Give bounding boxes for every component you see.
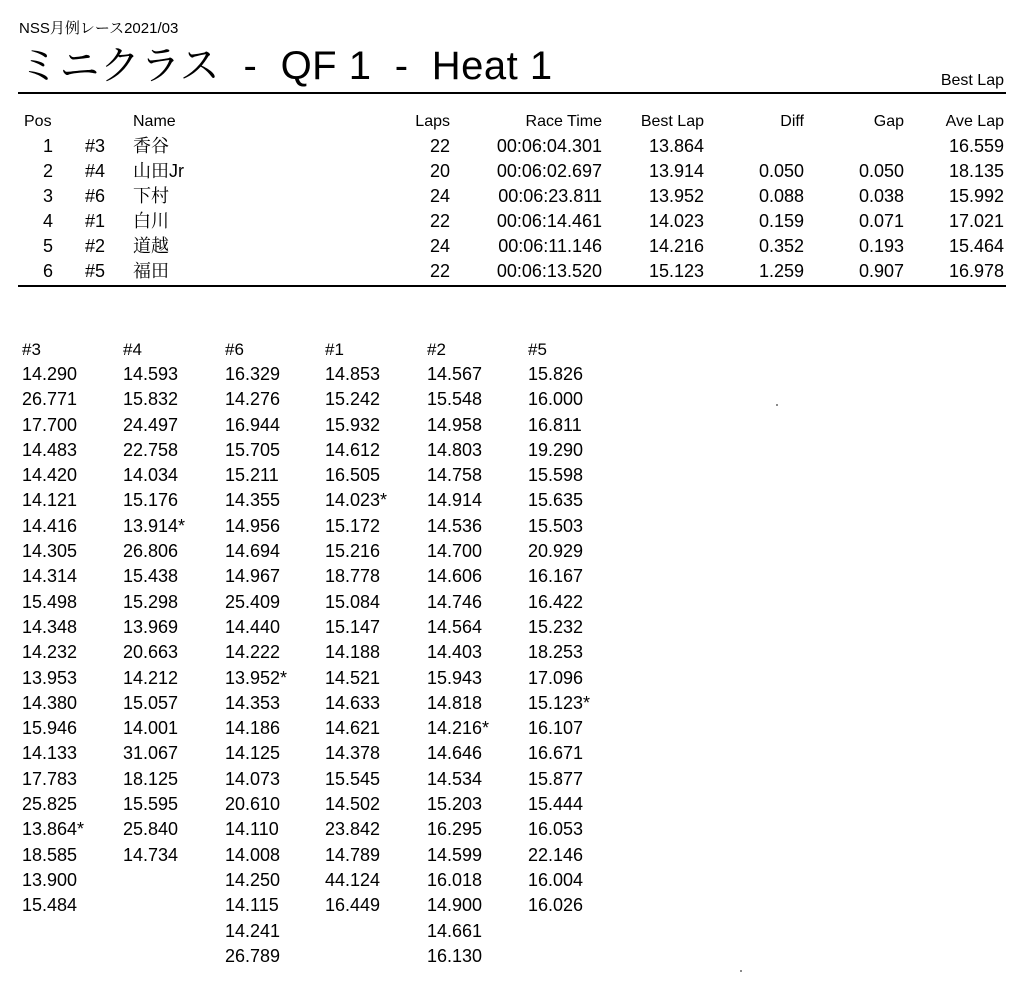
row-diff: 1.259	[758, 261, 804, 281]
row-driver-name: 道越	[133, 236, 169, 256]
lap-column	[225, 338, 325, 969]
lap-time: 15.545	[325, 768, 381, 789]
lap-time: 15.932	[325, 414, 381, 435]
lap-time: 14.133	[22, 743, 78, 764]
lap-time: 22.146	[528, 844, 584, 865]
lap-time: 14.440	[225, 616, 281, 637]
row-race-time: 00:06:11.146	[498, 236, 602, 256]
lap-time: 14.646	[427, 743, 483, 764]
lap-time: 14.034	[123, 465, 179, 486]
lap-time: 15.211	[225, 465, 279, 486]
lap-time: 15.172	[325, 515, 381, 536]
lap-time: 16.295	[427, 819, 483, 840]
lap-time: 14.534	[427, 768, 483, 789]
lap-time: 13.969	[123, 616, 179, 637]
row-driver-name: 福田	[133, 261, 169, 281]
lap-time: 13.900	[22, 869, 78, 890]
row-car-number: #2	[85, 236, 106, 256]
lap-time: 19.290	[528, 439, 584, 460]
lap-time: 23.842	[325, 819, 381, 840]
header-gap: Gap	[873, 113, 904, 130]
row-race-time: 00:06:14.461	[496, 211, 602, 231]
row-laps: 22	[429, 136, 450, 156]
lap-time: 15.084	[325, 591, 381, 612]
lap-time: 14.121	[22, 490, 78, 511]
lap-time: 16.449	[325, 895, 381, 916]
row-gap: 0.907	[858, 261, 904, 281]
row-ave-lap: 17.021	[948, 211, 1004, 231]
row-best-lap: 14.023	[648, 211, 704, 231]
top-divider	[18, 92, 1006, 94]
lap-time: 14.416	[22, 515, 78, 536]
lap-time: 15.826	[528, 364, 584, 384]
lap-time: 14.073	[225, 768, 281, 789]
results-row	[0, 159, 1024, 184]
lap-time: 16.422	[528, 591, 584, 612]
lap-time: 16.107	[528, 718, 584, 739]
lap-time: 14.314	[22, 566, 78, 587]
header-race-time: Race Time	[525, 113, 602, 130]
results-table	[0, 110, 1024, 284]
lap-time: 14.599	[427, 844, 483, 865]
lap-time: 16.053	[528, 819, 584, 840]
results-body	[0, 134, 1024, 284]
row-gap: 0.071	[858, 211, 904, 231]
row-driver-name: 香谷	[133, 136, 169, 156]
row-pos: 6	[42, 261, 53, 281]
lap-column	[528, 338, 628, 919]
lap-time: 20.610	[225, 794, 281, 815]
lap-time: 14.564	[427, 616, 483, 637]
lap-time: 14.115	[225, 895, 279, 916]
lap-time: 16.167	[528, 566, 584, 587]
lap-time: 14.958	[427, 414, 483, 435]
lap-time: 15.943	[427, 667, 483, 688]
lap-time: 14.216*	[427, 718, 490, 739]
lap-time: 14.593	[123, 364, 179, 384]
lap-time: 14.110	[225, 819, 279, 840]
lap-time: 14.789	[325, 844, 381, 865]
lap-time: 14.188	[325, 642, 381, 663]
lap-time: 44.124	[325, 869, 381, 890]
lap-time: 18.253	[528, 642, 584, 663]
lap-time: 24.497	[123, 414, 179, 435]
lap-time: 14.956	[225, 515, 281, 536]
row-pos: 3	[42, 186, 53, 206]
lap-time: 15.203	[427, 794, 483, 815]
row-gap: 0.050	[858, 161, 904, 181]
lap-column-car: #2	[427, 340, 446, 359]
results-row	[0, 184, 1024, 209]
lap-time: 14.967	[225, 566, 281, 587]
row-diff: 0.159	[758, 211, 804, 231]
lap-time: 15.498	[22, 591, 78, 612]
lap-time: 14.348	[22, 616, 78, 637]
row-ave-lap: 15.992	[948, 186, 1004, 206]
lap-time: 15.548	[427, 389, 483, 410]
best-lap-tag: Best Lap	[940, 72, 1004, 89]
lap-time: 13.952*	[225, 667, 288, 688]
lap-time: 14.818	[427, 692, 483, 713]
lap-time: 15.123*	[528, 692, 591, 713]
row-pos: 1	[42, 136, 53, 156]
lap-time: 15.877	[528, 768, 584, 789]
row-best-lap: 14.216	[648, 236, 704, 256]
lap-time: 14.900	[427, 895, 483, 916]
row-laps: 22	[429, 261, 450, 281]
lap-time: 16.130	[427, 945, 483, 966]
lap-time: 31.067	[123, 743, 179, 764]
lap-time: 14.250	[225, 869, 281, 890]
header-laps: Laps	[415, 113, 450, 130]
lap-time: 14.803	[427, 439, 483, 460]
lap-column-car: #4	[123, 340, 142, 359]
lap-column-car: #6	[225, 340, 244, 359]
lap-time: 14.694	[225, 541, 281, 562]
lap-time: 16.505	[325, 465, 381, 486]
lap-time: 25.825	[22, 794, 78, 815]
lap-time: 14.612	[325, 439, 381, 460]
lap-time: 14.502	[325, 794, 381, 815]
lap-time: 16.671	[528, 743, 584, 764]
lap-time: 18.778	[325, 566, 381, 587]
row-driver-name: 白川	[133, 211, 169, 231]
lap-time: 16.000	[528, 389, 584, 410]
lap-time: 14.606	[427, 566, 483, 587]
lap-time: 15.176	[123, 490, 179, 511]
lap-time: 14.023*	[325, 490, 388, 511]
header-ave-lap: Ave Lap	[945, 113, 1004, 130]
lap-time: 14.305	[22, 541, 78, 562]
row-gap: 0.038	[858, 186, 904, 206]
lap-time: 14.734	[123, 844, 179, 865]
results-row	[0, 134, 1024, 159]
lap-time: 16.329	[225, 364, 281, 384]
lap-column-car: #3	[22, 340, 41, 359]
lap-time: 22.758	[123, 439, 179, 460]
header-pos: Pos	[24, 113, 52, 130]
lap-time: 17.096	[528, 667, 584, 688]
lap-time: 17.783	[22, 768, 78, 789]
lap-time: 14.521	[325, 667, 381, 688]
lap-time: 13.914*	[123, 515, 186, 536]
lap-time: 14.914	[427, 490, 483, 511]
lap-time: 26.771	[22, 389, 78, 410]
lap-time: 14.403	[427, 642, 483, 663]
lap-time: 15.705	[225, 439, 281, 460]
lap-time: 14.853	[325, 364, 381, 384]
scan-speck	[740, 970, 742, 972]
row-best-lap: 15.123	[648, 261, 704, 281]
lap-time: 16.004	[528, 869, 584, 890]
row-pos: 5	[42, 236, 53, 256]
row-car-number: #6	[85, 186, 106, 206]
lap-column	[325, 338, 425, 919]
lap-time: 14.633	[325, 692, 381, 713]
lap-time: 14.483	[22, 439, 78, 460]
lap-time: 16.944	[225, 414, 281, 435]
row-race-time: 00:06:02.697	[496, 161, 602, 181]
lap-time: 14.222	[225, 642, 281, 663]
lap-time: 15.503	[528, 515, 584, 536]
lap-time: 14.355	[225, 490, 281, 511]
row-laps: 24	[429, 236, 450, 256]
row-best-lap: 13.952	[648, 186, 704, 206]
lap-time: 14.353	[225, 692, 281, 713]
lap-time: 26.789	[225, 945, 281, 966]
results-row	[0, 209, 1024, 234]
row-driver-name: 山田Jr	[133, 161, 184, 181]
lap-time: 14.621	[325, 718, 381, 739]
lap-time: 25.409	[225, 591, 281, 612]
lap-time: 18.125	[123, 768, 179, 789]
row-best-lap: 13.914	[648, 161, 704, 181]
lap-column-car: #1	[325, 340, 344, 359]
lap-time: 14.290	[22, 364, 78, 384]
row-driver-name: 下村	[133, 186, 169, 206]
row-pos: 2	[42, 161, 53, 181]
lap-time: 15.444	[528, 794, 584, 815]
lap-time: 15.438	[123, 566, 179, 587]
lap-column	[427, 338, 527, 969]
results-row	[0, 259, 1024, 284]
lap-time: 14.001	[123, 718, 179, 739]
lap-column-car: #5	[528, 340, 547, 359]
lap-time: 15.298	[123, 591, 179, 612]
row-ave-lap: 16.559	[948, 136, 1004, 156]
row-race-time: 00:06:04.301	[496, 136, 602, 156]
results-row	[0, 234, 1024, 259]
lap-time: 17.700	[22, 414, 78, 435]
lap-time: 25.840	[123, 819, 179, 840]
lap-time: 15.595	[123, 794, 179, 815]
event-header: NSS月例レース2021/03	[19, 20, 179, 37]
lap-times-area	[0, 338, 1024, 978]
lap-time: 13.864*	[22, 819, 85, 840]
lap-time: 16.026	[528, 895, 584, 916]
row-car-number: #3	[85, 136, 106, 156]
header-diff: Diff	[780, 113, 804, 130]
lap-time: 15.598	[528, 465, 584, 486]
lap-time: 16.018	[427, 869, 483, 890]
row-race-time: 00:06:23.811	[498, 186, 602, 206]
row-laps: 22	[429, 211, 450, 231]
lap-time: 14.661	[427, 920, 483, 941]
lap-time: 14.378	[325, 743, 381, 764]
lap-time: 15.057	[123, 692, 179, 713]
row-laps: 20	[429, 161, 450, 181]
lap-time: 18.585	[22, 844, 78, 865]
lap-time: 20.663	[123, 642, 179, 663]
lap-time: 14.212	[123, 667, 179, 688]
lap-time: 26.806	[123, 541, 179, 562]
lap-time: 16.811	[528, 414, 582, 435]
bottom-divider	[18, 285, 1006, 287]
lap-time: 14.232	[22, 642, 78, 663]
lap-time: 14.186	[225, 718, 281, 739]
row-diff: 0.352	[758, 236, 804, 256]
lap-time: 14.241	[225, 920, 281, 941]
lap-time: 15.832	[123, 389, 179, 410]
lap-time: 14.536	[427, 515, 483, 536]
lap-time: 14.008	[225, 844, 281, 865]
row-best-lap: 13.864	[648, 136, 704, 156]
row-ave-lap: 15.464	[948, 236, 1004, 256]
lap-column	[123, 338, 223, 868]
row-ave-lap: 16.978	[948, 261, 1004, 281]
lap-time: 14.276	[225, 389, 281, 410]
row-car-number: #4	[85, 161, 106, 181]
lap-time: 15.232	[528, 616, 584, 637]
lap-time: 14.567	[427, 364, 483, 384]
lap-time: 14.380	[22, 692, 78, 713]
lap-time: 14.420	[22, 465, 78, 486]
row-laps: 24	[429, 186, 450, 206]
lap-time: 15.242	[325, 389, 381, 410]
header-best-lap: Best Lap	[640, 113, 704, 130]
lap-time: 14.758	[427, 465, 483, 486]
row-pos: 4	[42, 211, 53, 231]
lap-time: 15.216	[325, 541, 381, 562]
lap-column	[22, 338, 122, 919]
lap-time: 14.700	[427, 541, 483, 562]
scan-speck	[776, 404, 778, 406]
row-race-time: 00:06:13.520	[496, 261, 602, 281]
lap-time: 15.484	[22, 895, 78, 916]
row-diff: 0.050	[758, 161, 804, 181]
lap-time: 15.147	[325, 616, 381, 637]
header-name: Name	[133, 113, 176, 130]
lap-time: 14.125	[225, 743, 281, 764]
row-gap: 0.193	[858, 236, 904, 256]
lap-time: 15.946	[22, 718, 78, 739]
lap-time: 20.929	[528, 541, 584, 562]
race-title: ミニクラス - QF 1 - Heat 1	[19, 44, 553, 88]
row-ave-lap: 18.135	[948, 161, 1004, 181]
row-car-number: #1	[85, 211, 106, 231]
lap-time: 15.635	[528, 490, 584, 511]
lap-time: 14.746	[427, 591, 483, 612]
lap-time: 13.953	[22, 667, 78, 688]
row-diff: 0.088	[758, 186, 804, 206]
results-header-row	[0, 110, 1024, 134]
row-car-number: #5	[85, 261, 106, 281]
